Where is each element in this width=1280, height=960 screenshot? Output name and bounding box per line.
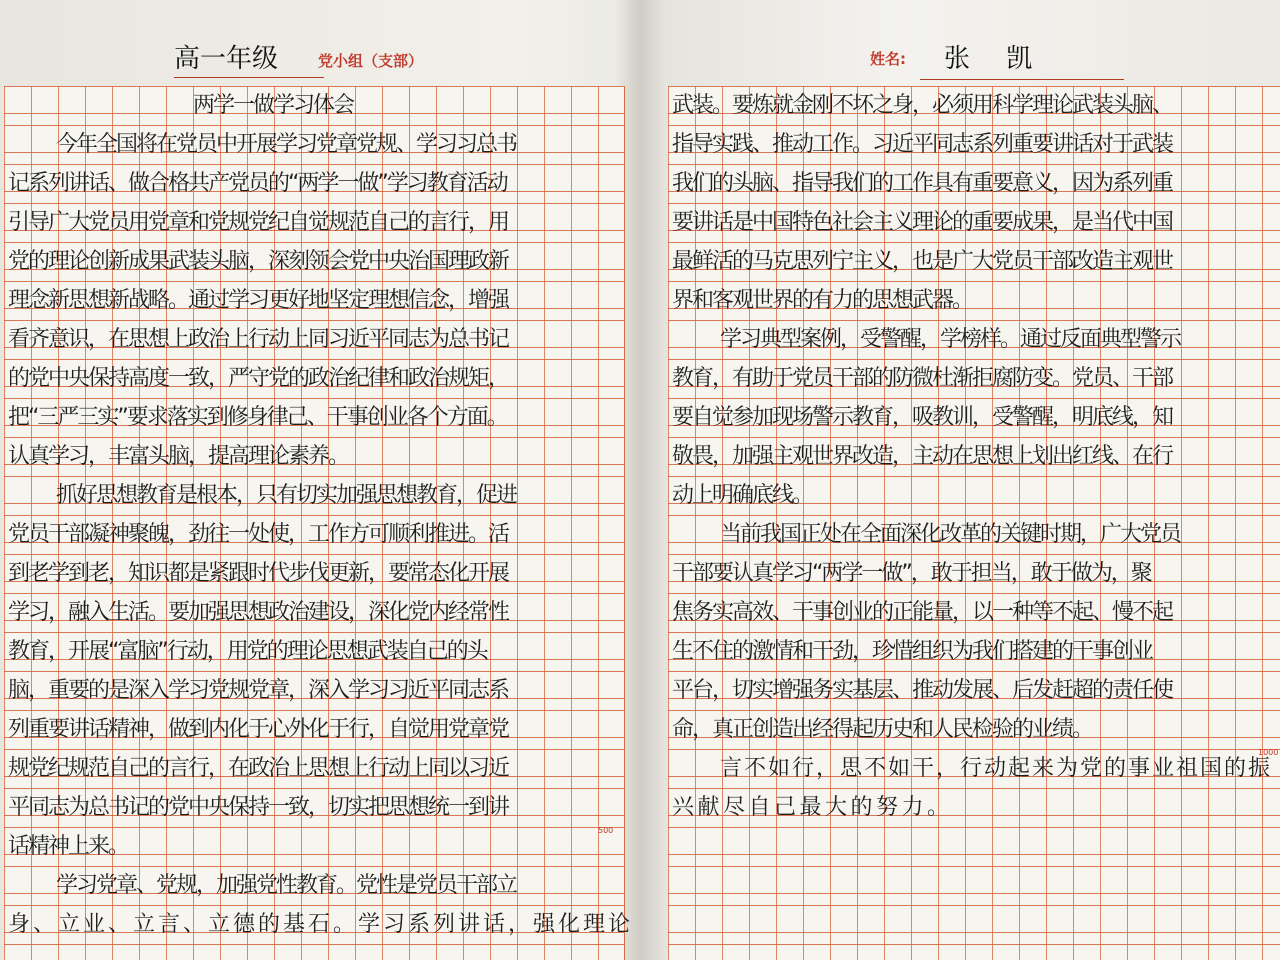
name-label: 姓名: [870, 50, 906, 68]
text-line: 学习，融入生活。要加强思想政治建设，深化党内经常性 [8, 600, 509, 625]
text-line: 规党纪规范自己的言行，在政治上思想上行动上同以习近 [8, 756, 509, 781]
text-line: 脑，重要的是深入学习党规党章，深入学习习近平同志系 [8, 678, 509, 703]
text-line: 看齐意识，在思想上政治上行动上同习近平同志为总书记 [8, 327, 509, 352]
text-line: 把“三严三实”要求落实到修身律己、干事创业各个方面。 [8, 405, 507, 430]
text-line: 引导广大党员用党章和党规党纪自觉规范自己的言行，用 [8, 210, 509, 235]
grade-field: 高一年级 [174, 38, 324, 78]
text-line: 武装。要炼就金刚不坏之身，必须用科学理论武装头脑、 [672, 93, 1173, 118]
text-line: 平台，切实增强务实基层、推动发展、后发赶超的责任使 [672, 678, 1173, 703]
text-line: 党的理论创新成果武装头脑，深刻领会党中央治国理政新 [8, 249, 509, 274]
text-line: 教育，有助于党员干部的防微杜渐拒腐防变。党员、干部 [672, 366, 1173, 391]
party-group-label: 党小组（支部） [318, 52, 424, 70]
text-line: 学习党章、党规，加强党性教育。党性是党员干部立 [56, 873, 517, 898]
text-line: 学习典型案例，受警醒，学榜样。通过反面典型警示 [720, 327, 1181, 352]
text-line: 最鲜活的马克思列宁主义，也是广大党员干部改造主观世 [672, 249, 1173, 274]
text-line: 指导实践、推动工作。习近平同志系列重要讲话对于武装 [672, 132, 1173, 157]
essay-title: 两学一做学习体会 [193, 93, 354, 118]
text-line: 话精神上来。 [8, 834, 129, 859]
text-line: 平同志为总书记的党中央保持一致，切实把思想统一到讲 [8, 795, 509, 820]
text-line: 敬畏，加强主观世界改造，主动在思想上划出红线、在行 [672, 444, 1173, 469]
text-line: 生不住的激情和干劲，珍惜组织为我们搭建的干事创业 [672, 639, 1153, 664]
left-text-block [8, 86, 633, 944]
text-line: 当前我国正处在全面深化改革的关键时期，广大党员 [720, 522, 1181, 547]
right-text-block [672, 86, 1272, 827]
text-line: 的党中央保持高度一致，严守党的政治纪律和政治规矩， [8, 366, 509, 391]
text-line: 我们的头脑、指导我们的工作具有重要意义，因为系列重 [672, 171, 1173, 196]
text-line: 认真学习，丰富头脑，提高理论素养。 [8, 444, 349, 469]
text-line: 焦务实高效、干事创业的正能量，以一种等不起、慢不起 [672, 600, 1173, 625]
right-header [870, 30, 1210, 74]
text-line: 动上明确底线。 [672, 483, 813, 508]
text-line: 党员干部凝神聚魄，劲往一处使，工作方可顺利推进。活 [8, 522, 509, 547]
char-count-marker-1000: 1000 [1258, 748, 1279, 757]
text-line: 身、立业、立言、立德的基石。学习系列讲话，强化理论 [8, 912, 634, 937]
text-line: 教育，开展“富脑”行动，用党的理论思想武装自己的头 [8, 639, 487, 664]
text-line: 干部要认真学习“两学一做”，敢于担当，敢于做为，聚 [672, 561, 1151, 586]
text-line: 列重要讲话精神，做到内化于心外化于行，自觉用党章党 [8, 717, 509, 742]
name-field: 张 凯 [920, 38, 1124, 80]
text-line: 到老学到老，知识都是紧跟时代步伐更新，要常态化开展 [8, 561, 509, 586]
text-line: 言不如行，思不如干，行动起来为党的事业祖国的振 [720, 756, 1273, 781]
char-count-marker-500: 500 [598, 826, 614, 835]
right-page [640, 0, 1280, 960]
text-line: 要自觉参加现场警示教育，吸教训，受警醒，明底线，知 [672, 405, 1173, 430]
left-header [160, 30, 460, 74]
text-line: 命，真正创造出经得起历史和人民检验的业绩。 [672, 717, 1093, 742]
text-line: 要讲话是中国特色社会主义理论的重要成果，是当代中国 [672, 210, 1173, 235]
text-line: 抓好思想教育是根本，只有切实加强思想教育，促进 [56, 483, 517, 508]
text-line: 兴献尽自己最大的努力。 [672, 795, 953, 820]
text-line: 今年全国将在党员中开展学习党章党规、学习习总书 [56, 132, 517, 157]
text-line: 界和客观世界的有力的思想武器。 [672, 288, 973, 313]
text-line: 记系列讲话、做合格共产党员的“两学一做”学习教育活动 [8, 171, 507, 196]
text-line: 理念新思想新战略。通过学习更好地坚定理想信念，增强 [8, 288, 509, 313]
